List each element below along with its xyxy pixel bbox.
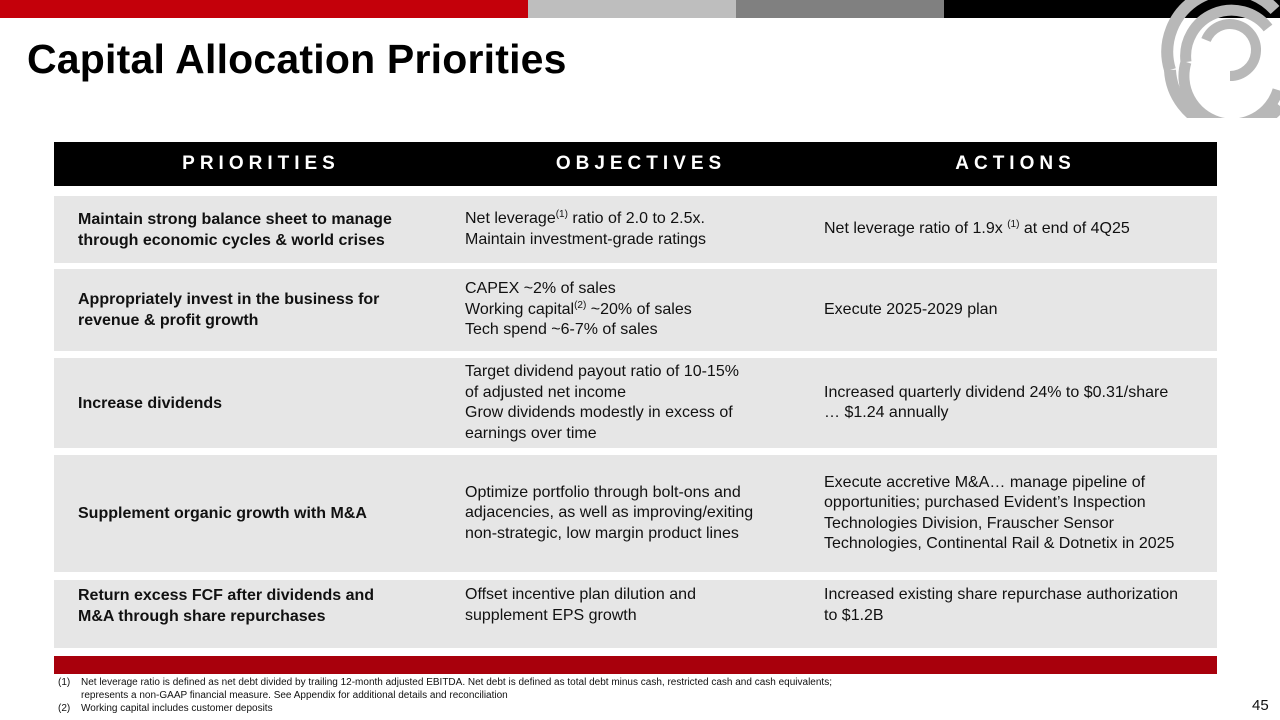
action-line: Execute accretive M&A… manage pipeline of — [824, 473, 1146, 491]
header-actions: ACTIONS — [955, 153, 1076, 174]
priority-cell — [78, 209, 438, 251]
objective-cell — [465, 483, 805, 545]
action-line: Technologies Division, Frauscher Sensor — [824, 514, 1114, 532]
footnote-ref: (2) — [574, 299, 587, 311]
top-bar-dark-gray-segment — [736, 0, 944, 18]
priority-line: Maintain strong balance sheet to manage — [78, 210, 392, 228]
footnote-number: (1) — [58, 677, 71, 688]
action-line: Technologies, Continental Rail & Dotnetix in 2025 — [824, 535, 1175, 552]
objective-text: ~20% of sales — [586, 300, 692, 318]
objective-line: Tech spend ~6-7% of sales — [465, 321, 658, 339]
objective-line: Target dividend payout ratio of 10-15% — [465, 363, 739, 380]
objective-cell — [465, 362, 805, 444]
action-line: Increased existing share repurchase authorization — [824, 586, 1178, 603]
footnote-1 — [58, 676, 858, 702]
priority-cell — [78, 393, 438, 414]
table-row-repurchases — [54, 580, 1217, 648]
objective-cell — [465, 209, 805, 250]
header-priorities: PRIORITIES — [182, 153, 340, 174]
action-line: Execute 2025-2029 plan — [824, 300, 998, 318]
footnote-ref: (1) — [555, 209, 568, 220]
action-line — [824, 219, 1216, 240]
action-text: Net leverage ratio of 1.9x — [824, 220, 1008, 238]
concentric-rings-logo-icon — [1150, 0, 1280, 118]
objective-line — [465, 300, 805, 321]
footnote-2 — [58, 702, 858, 715]
objective-cell — [465, 279, 805, 341]
top-bar-light-gray-segment — [528, 0, 736, 18]
objective-line: non-strategic, low margin product lines — [465, 524, 739, 542]
priority-line: Supplement organic growth with M&A — [78, 505, 367, 522]
objective-line: Maintain investment-grade ratings — [465, 230, 707, 248]
objective-line: earnings over time — [465, 424, 597, 442]
action-line: to $1.2B — [824, 606, 884, 624]
objective-line: CAPEX ~2% of sales — [465, 280, 616, 298]
priority-line: Appropriately invest in the business for — [78, 291, 380, 308]
action-text: at end of 4Q25 — [1019, 220, 1130, 238]
objective-line: supplement EPS growth — [465, 606, 637, 624]
page-title: Capital Allocation Priorities — [27, 36, 567, 82]
action-cell — [824, 300, 1216, 321]
objective-line: Offset incentive plan dilution and — [465, 586, 696, 603]
table-row-dividends — [54, 358, 1217, 448]
action-cell — [824, 219, 1216, 240]
objective-cell — [465, 585, 805, 626]
priority-cell — [78, 585, 438, 627]
footnote-text: Net leverage ratio is defined as net debt divided by trailing 12-month adjusted EBITDA. Net debt is defined as total debt minus cash, restricted cash and cash equivalents; represents a non-GAAP financial measure. See Appendix for additional details and reconciliation — [81, 677, 832, 701]
priority-line: Increase dividends — [78, 394, 223, 412]
footer-red-bar — [54, 656, 1217, 674]
objective-text: Net leverage — [465, 210, 556, 227]
action-line: Increased quarterly dividend 24% to $0.31/share — [824, 383, 1169, 401]
table-header — [54, 142, 1217, 186]
objective-text: Working capital — [465, 300, 575, 318]
table-row-mna — [54, 455, 1217, 572]
priority-line: M&A through share repurchases — [78, 608, 326, 625]
objective-line: Optimize portfolio through bolt-ons and — [465, 483, 741, 501]
objective-line: Grow dividends modestly in excess of — [465, 404, 733, 421]
footnote-number: (2) — [58, 703, 71, 714]
action-cell — [824, 383, 1216, 424]
objective-line — [465, 209, 805, 230]
priority-cell — [78, 503, 438, 524]
page-number: 45 — [1252, 697, 1269, 714]
action-line: … $1.24 annually — [824, 404, 949, 421]
action-cell — [824, 585, 1216, 626]
objective-text: ratio of 2.0 to 2.5x. — [567, 210, 705, 227]
objective-line: adjacencies, as well as improving/exiting — [465, 504, 754, 522]
table-row-invest — [54, 269, 1217, 351]
top-bar-red-segment — [0, 0, 528, 18]
footnote-ref: (1) — [1007, 219, 1020, 231]
header-objectives: OBJECTIVES — [555, 153, 727, 174]
objective-line: of adjusted net income — [465, 383, 626, 401]
table-row-balance-sheet — [54, 196, 1217, 263]
action-cell — [824, 473, 1216, 555]
top-color-bar — [0, 0, 1280, 18]
footnotes — [58, 676, 858, 715]
footnote-text: Working capital includes customer deposits — [81, 703, 273, 714]
priority-line: through economic cycles & world crises — [78, 231, 385, 249]
action-line: opportunities; purchased Evident’s Inspection — [824, 494, 1146, 511]
priority-line: revenue & profit growth — [78, 312, 259, 329]
priority-line: Return excess FCF after dividends and — [78, 587, 375, 604]
priority-cell — [78, 289, 438, 331]
